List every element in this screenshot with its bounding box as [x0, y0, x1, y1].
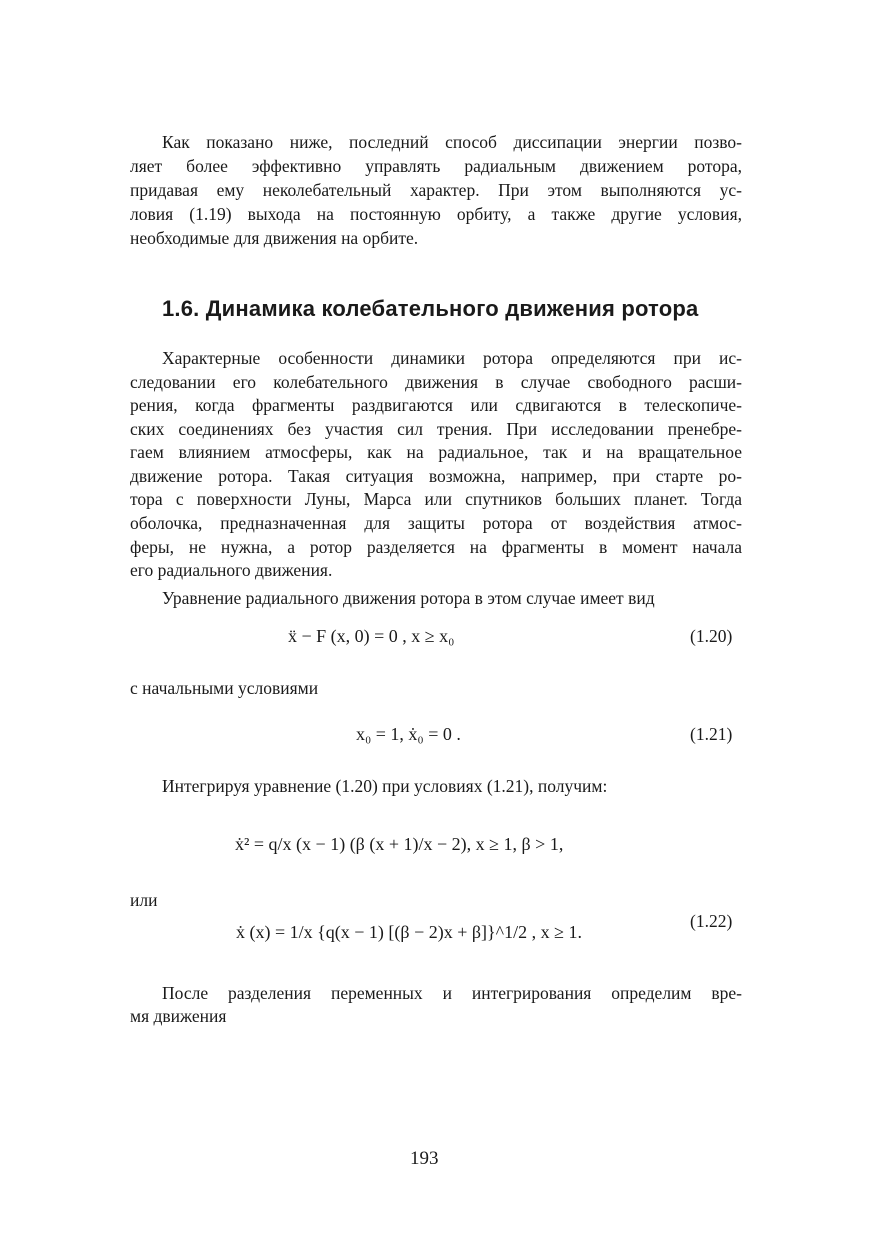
text-line: его радиального движения. [130, 560, 333, 580]
paragraph-4: с начальными условиями [130, 678, 319, 698]
text-line: После разделения переменных и интегрирования определим вре- [162, 983, 742, 1003]
equation-derived [235, 834, 563, 855]
equation-number: (1.22) [690, 911, 733, 931]
text-line: феры, не нужна, а ротор разделяется на фрагменты в момент начала [130, 537, 742, 557]
equation-1-21 [356, 724, 461, 745]
equation-body: x₀ = 1, ẋ₀ = 0 . [356, 724, 461, 744]
text-line: Как показано ниже, последний способ диссипации энергии позво- [162, 132, 742, 152]
section-heading: 1.6. Динамика колебательного движения ротора [162, 296, 699, 321]
equation-number: (1.21) [690, 724, 733, 744]
text-line: следовании его колебательного движения в случае свободного расши- [130, 372, 742, 392]
equation-number: (1.20) [690, 626, 733, 646]
text-line: ляет более эффективно управлять радиальным движением ротора, [130, 156, 742, 176]
text-line: тора с поверхности Луны, Марса или спутников больших планет. Тогда [130, 489, 742, 509]
text-line: мя движения [130, 1006, 227, 1026]
equation-1-22 [236, 922, 582, 943]
text-line: ловия (1.19) выхода на постоянную орбиту, а также другие условия, [130, 204, 742, 224]
text-line: гаем влиянием атмосферы, как на радиальное, так и на вращательное [130, 442, 742, 462]
text-line: рения, когда фрагменты раздвигаются или сдвигаются в телескопиче- [130, 395, 742, 415]
text-line: движение ротора. Такая ситуация возможна, например, при старте ро- [130, 466, 742, 486]
paragraph-5: Интегрируя уравнение (1.20) при условиях (1.21), получим: [162, 776, 608, 796]
equation-body: ẋ (x) = 1/x {q(x − 1) [(β − 2)x + β]}^1/2 , x ≥ 1. [236, 922, 582, 942]
text-line: придавая ему неколебательный характер. При этом выполняются ус- [130, 180, 742, 200]
text-line: Характерные особенности динамики ротора определяются при ис- [162, 348, 742, 368]
text-line: оболочка, предназначенная для защиты ротора от воздействия атмос- [130, 513, 742, 533]
paragraph-6: или [130, 890, 158, 910]
text-line: необходимые для движения на орбите. [130, 228, 419, 248]
paragraph-3: Уравнение радиального движения ротора в этом случае имеет вид [162, 588, 655, 608]
equation-1-20 [288, 626, 454, 647]
text-line: ских соединениях без участия сил трения. При исследовании пренебре- [130, 419, 742, 439]
page-number: 193 [410, 1148, 439, 1169]
equation-body: ẋ² = q/x (x − 1) (β (x + 1)/x − 2), x ≥ 1, β > 1, [235, 834, 564, 854]
equation-body: ẍ − F (x, 0) = 0 , x ≥ x₀ [288, 626, 455, 646]
